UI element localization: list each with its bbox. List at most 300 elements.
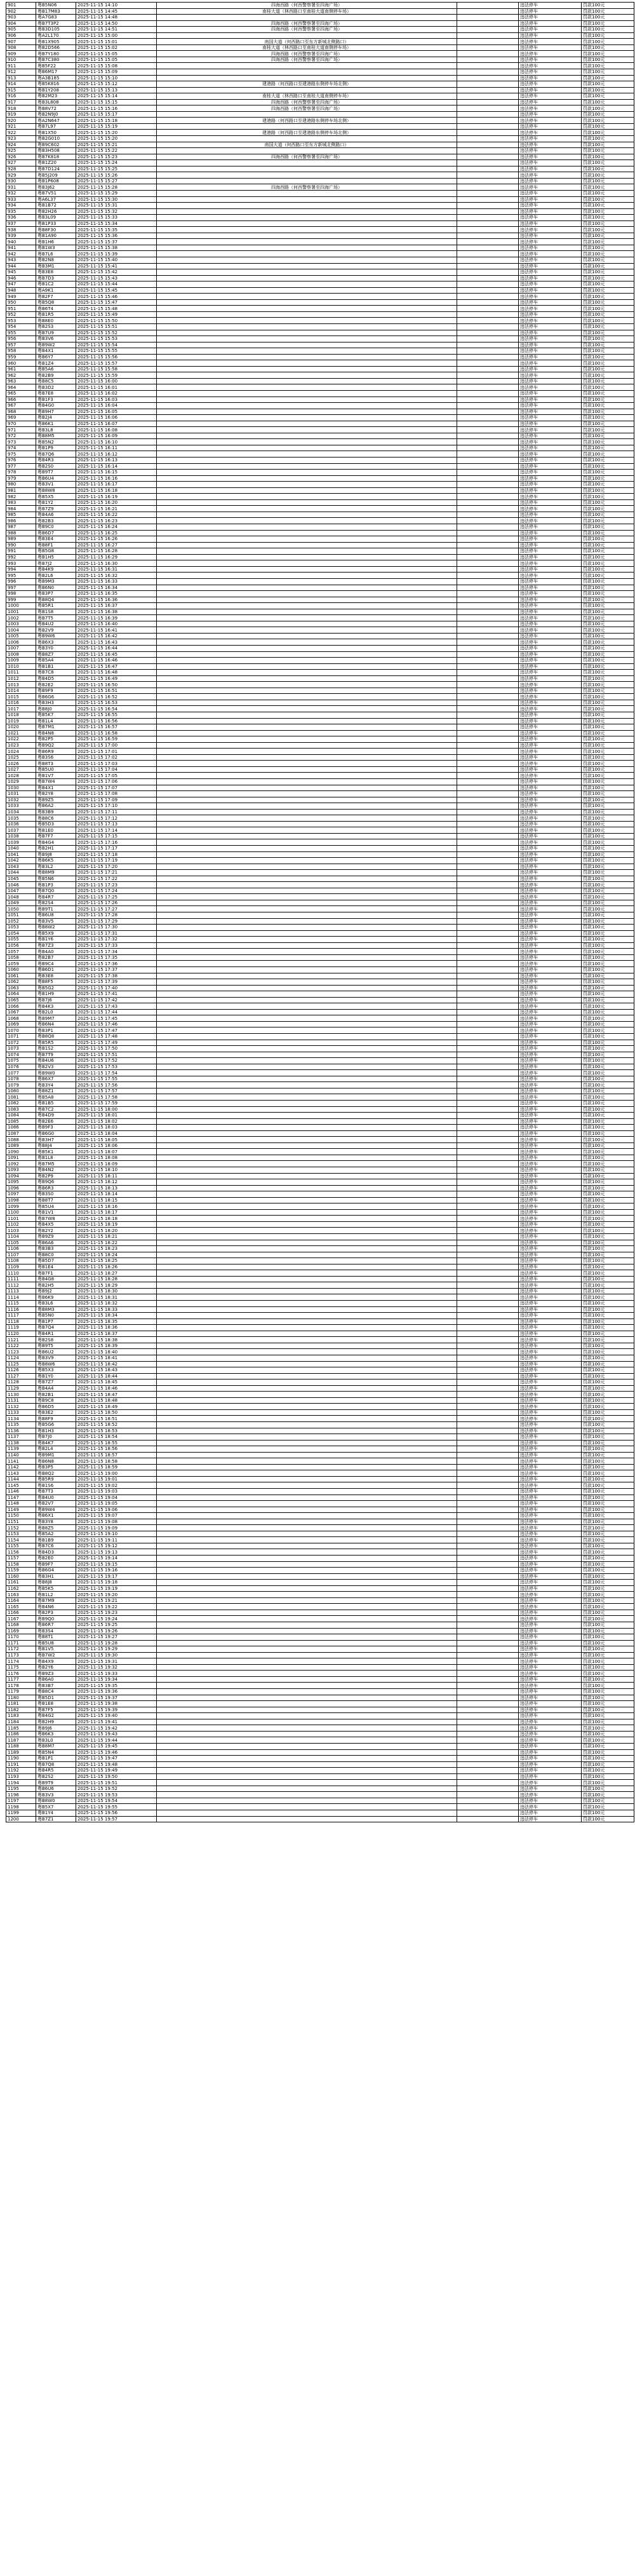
penalty: 罚款100元 bbox=[582, 1252, 634, 1258]
table-row bbox=[6, 918, 634, 925]
blank-cell bbox=[457, 1349, 519, 1355]
blank-cell bbox=[457, 475, 519, 482]
row-number: 1193 bbox=[6, 1773, 36, 1780]
penalty: 罚款100元 bbox=[582, 876, 634, 882]
blank-cell bbox=[457, 591, 519, 597]
penalty: 罚款100元 bbox=[582, 766, 634, 773]
timestamp: 2025-11-15 18:24 bbox=[76, 1252, 157, 1258]
location bbox=[157, 451, 457, 458]
row-number: 1115 bbox=[6, 1301, 36, 1307]
plate-number: 粤B7M5 bbox=[36, 1161, 76, 1167]
timestamp: 2025-11-15 17:37 bbox=[76, 966, 157, 973]
row-number: 1000 bbox=[6, 603, 36, 609]
row-number: 1174 bbox=[6, 1658, 36, 1665]
location bbox=[157, 1646, 457, 1653]
violation-type: 违法停车 bbox=[519, 184, 582, 191]
penalty: 罚款100元 bbox=[582, 985, 634, 991]
location bbox=[157, 366, 457, 372]
violation-type: 违法停车 bbox=[519, 470, 582, 476]
blank-cell bbox=[457, 876, 519, 882]
penalty: 罚款100元 bbox=[582, 839, 634, 846]
row-number: 1113 bbox=[6, 1288, 36, 1294]
penalty: 罚款100元 bbox=[582, 1337, 634, 1343]
penalty: 罚款100元 bbox=[582, 1082, 634, 1088]
location bbox=[157, 494, 457, 500]
timestamp: 2025-11-15 17:41 bbox=[76, 991, 157, 998]
blank-cell bbox=[457, 645, 519, 651]
blank-cell bbox=[457, 1786, 519, 1792]
blank-cell bbox=[457, 615, 519, 621]
row-number: 1182 bbox=[6, 1707, 36, 1713]
location bbox=[157, 1349, 457, 1355]
row-number: 1013 bbox=[6, 682, 36, 688]
timestamp: 2025-11-15 19:25 bbox=[76, 1622, 157, 1629]
plate-number: 粤B7Q4 bbox=[36, 1325, 76, 1331]
penalty: 罚款100元 bbox=[582, 3, 634, 9]
location bbox=[157, 384, 457, 391]
plate-number: 粤B6G6 bbox=[36, 694, 76, 700]
violation-type: 违法停车 bbox=[519, 566, 582, 573]
row-number: 1198 bbox=[6, 1804, 36, 1810]
location bbox=[157, 487, 457, 494]
row-number: 1149 bbox=[6, 1507, 36, 1513]
blank-cell bbox=[457, 621, 519, 627]
location bbox=[157, 694, 457, 700]
violation-type: 违法停车 bbox=[519, 1197, 582, 1203]
plate-number: 粤B6D7 bbox=[36, 530, 76, 536]
blank-cell bbox=[457, 846, 519, 852]
blank-cell bbox=[457, 1179, 519, 1186]
row-number: 999 bbox=[6, 597, 36, 603]
violation-type: 违法停车 bbox=[519, 1409, 582, 1416]
row-number: 976 bbox=[6, 458, 36, 464]
penalty: 罚款100元 bbox=[582, 1149, 634, 1155]
blank-cell bbox=[457, 1367, 519, 1374]
violation-type: 违法停车 bbox=[519, 1464, 582, 1470]
timestamp: 2025-11-15 16:49 bbox=[76, 675, 157, 682]
penalty: 罚款100元 bbox=[582, 603, 634, 609]
violation-type: 违法停车 bbox=[519, 603, 582, 609]
penalty: 罚款100元 bbox=[582, 694, 634, 700]
table-row bbox=[6, 1380, 634, 1386]
row-number: 1179 bbox=[6, 1689, 36, 1695]
blank-cell bbox=[457, 105, 519, 112]
plate-number: 粤B7C380 bbox=[36, 57, 76, 63]
location bbox=[157, 1070, 457, 1076]
timestamp: 2025-11-15 16:29 bbox=[76, 554, 157, 560]
plate-number: 粤B5X5 bbox=[36, 494, 76, 500]
blank-cell bbox=[457, 803, 519, 810]
violation-type: 违法停车 bbox=[519, 906, 582, 912]
penalty: 罚款100元 bbox=[582, 494, 634, 500]
location: 四海西路（何西警察署至四海广场） bbox=[157, 184, 457, 191]
violation-type: 违法停车 bbox=[519, 724, 582, 731]
penalty: 罚款100元 bbox=[582, 1464, 634, 1470]
violation-type: 违法停车 bbox=[519, 1628, 582, 1634]
row-number: 1130 bbox=[6, 1392, 36, 1398]
penalty: 罚款100元 bbox=[582, 1191, 634, 1198]
violation-type: 违法停车 bbox=[519, 172, 582, 179]
violation-type: 违法停车 bbox=[519, 1695, 582, 1701]
blank-cell bbox=[457, 227, 519, 233]
table-row bbox=[6, 1707, 634, 1713]
penalty: 罚款100元 bbox=[582, 1397, 634, 1404]
penalty: 罚款100元 bbox=[582, 1537, 634, 1543]
penalty: 罚款100元 bbox=[582, 597, 634, 603]
location: 四海西路（何西警察署至四海广场） bbox=[157, 3, 457, 9]
violation-type: 违法停车 bbox=[519, 506, 582, 512]
timestamp: 2025-11-15 16:19 bbox=[76, 494, 157, 500]
timestamp: 2025-11-15 19:49 bbox=[76, 1768, 157, 1774]
row-number: 1164 bbox=[6, 1597, 36, 1604]
table-row bbox=[6, 15, 634, 21]
table-row bbox=[6, 900, 634, 906]
violation-type: 违法停车 bbox=[519, 1725, 582, 1732]
table-row bbox=[6, 263, 634, 269]
table-row bbox=[6, 433, 634, 439]
violation-type: 违法停车 bbox=[519, 1537, 582, 1543]
blank-cell bbox=[457, 336, 519, 342]
plate-number: 粤B3B3 bbox=[36, 1246, 76, 1252]
timestamp: 2025-11-15 17:33 bbox=[76, 942, 157, 949]
plate-number: 粤B8F5 bbox=[36, 979, 76, 986]
blank-cell bbox=[457, 299, 519, 306]
timestamp: 2025-11-15 16:38 bbox=[76, 609, 157, 615]
table-row bbox=[6, 645, 634, 651]
row-number: 930 bbox=[6, 178, 36, 184]
table-row bbox=[6, 888, 634, 894]
violation-type: 违法停车 bbox=[519, 366, 582, 372]
location bbox=[157, 1695, 457, 1701]
row-number: 975 bbox=[6, 451, 36, 458]
row-number: 927 bbox=[6, 160, 36, 166]
violation-type: 违法停车 bbox=[519, 1385, 582, 1392]
violation-type: 违法停车 bbox=[519, 330, 582, 336]
row-number: 939 bbox=[6, 233, 36, 239]
violation-type: 违法停车 bbox=[519, 797, 582, 803]
row-number: 904 bbox=[6, 20, 36, 27]
location bbox=[157, 63, 457, 69]
blank-cell bbox=[457, 1040, 519, 1046]
table-row bbox=[6, 1173, 634, 1179]
table-row bbox=[6, 1003, 634, 1010]
location bbox=[157, 482, 457, 488]
row-number: 1143 bbox=[6, 1470, 36, 1477]
blank-cell bbox=[457, 1343, 519, 1349]
plate-number: 粤B8F9 bbox=[36, 1416, 76, 1422]
location bbox=[157, 1488, 457, 1495]
timestamp: 2025-11-15 15:05 bbox=[76, 57, 157, 63]
table-row bbox=[6, 1021, 634, 1027]
table-row bbox=[6, 458, 634, 464]
plate-number: 粤B8C0 bbox=[36, 1252, 76, 1258]
row-number: 1088 bbox=[6, 1137, 36, 1143]
location bbox=[157, 245, 457, 251]
blank-cell bbox=[457, 1088, 519, 1094]
table-row bbox=[6, 166, 634, 172]
timestamp: 2025-11-15 18:12 bbox=[76, 1179, 157, 1186]
penalty: 罚款100元 bbox=[582, 1773, 634, 1780]
timestamp: 2025-11-15 16:54 bbox=[76, 706, 157, 712]
penalty: 罚款100元 bbox=[582, 1288, 634, 1294]
location bbox=[157, 578, 457, 585]
plate-number: 粤B6X7 bbox=[36, 1076, 76, 1082]
row-number: 937 bbox=[6, 220, 36, 227]
blank-cell bbox=[457, 633, 519, 639]
row-number: 1181 bbox=[6, 1701, 36, 1707]
timestamp: 2025-11-15 19:18 bbox=[76, 1580, 157, 1586]
penalty: 罚款100元 bbox=[582, 1027, 634, 1034]
timestamp: 2025-11-15 16:55 bbox=[76, 712, 157, 718]
timestamp: 2025-11-15 15:15 bbox=[76, 99, 157, 105]
table-row bbox=[6, 797, 634, 803]
penalty: 罚款100元 bbox=[582, 1228, 634, 1234]
row-number: 934 bbox=[6, 203, 36, 209]
timestamp: 2025-11-15 16:23 bbox=[76, 518, 157, 524]
violation-type: 违法停车 bbox=[519, 615, 582, 621]
timestamp: 2025-11-15 16:45 bbox=[76, 651, 157, 658]
blank-cell bbox=[457, 1592, 519, 1598]
plate-number: 粤B1Z4 bbox=[36, 360, 76, 367]
blank-cell bbox=[457, 1106, 519, 1113]
row-number: 1093 bbox=[6, 1167, 36, 1174]
blank-cell bbox=[457, 1167, 519, 1174]
timestamp: 2025-11-15 16:06 bbox=[76, 415, 157, 421]
blank-cell bbox=[457, 63, 519, 69]
blank-cell bbox=[457, 1203, 519, 1210]
violation-type: 违法停车 bbox=[519, 961, 582, 967]
table-row bbox=[6, 1155, 634, 1161]
table-row bbox=[6, 597, 634, 603]
table-row bbox=[6, 184, 634, 191]
table-row bbox=[6, 269, 634, 276]
table-row bbox=[6, 1046, 634, 1052]
violation-type: 违法停车 bbox=[519, 1137, 582, 1143]
blank-cell bbox=[457, 1142, 519, 1149]
location bbox=[157, 1282, 457, 1289]
location bbox=[157, 1416, 457, 1422]
row-number: 962 bbox=[6, 372, 36, 379]
table-row bbox=[6, 342, 634, 348]
location bbox=[157, 275, 457, 281]
blank-cell bbox=[457, 269, 519, 276]
timestamp: 2025-11-15 19:08 bbox=[76, 1519, 157, 1525]
plate-number: 粤B9J8 bbox=[36, 851, 76, 858]
location bbox=[157, 1179, 457, 1186]
location bbox=[157, 1046, 457, 1052]
violation-type: 违法停车 bbox=[519, 1185, 582, 1191]
row-number: 1086 bbox=[6, 1125, 36, 1131]
location bbox=[157, 949, 457, 955]
location bbox=[157, 1216, 457, 1222]
location bbox=[157, 803, 457, 810]
blank-cell bbox=[457, 27, 519, 33]
penalty: 罚款100元 bbox=[582, 354, 634, 360]
location bbox=[157, 1507, 457, 1513]
table-row bbox=[6, 1130, 634, 1137]
location bbox=[157, 15, 457, 21]
location bbox=[157, 1440, 457, 1446]
violation-type: 违法停车 bbox=[519, 997, 582, 1003]
timestamp: 2025-11-15 17:40 bbox=[76, 985, 157, 991]
violation-type: 违法停车 bbox=[519, 105, 582, 112]
table-row bbox=[6, 1573, 634, 1580]
plate-number: 粤B8W2 bbox=[36, 925, 76, 931]
plate-number: 粤B4D9 bbox=[36, 1113, 76, 1119]
violation-type: 违法停车 bbox=[519, 44, 582, 51]
location bbox=[157, 1476, 457, 1482]
table-row bbox=[6, 1580, 634, 1586]
location bbox=[157, 409, 457, 415]
plate-number: 粤B1P9 bbox=[36, 445, 76, 451]
location bbox=[157, 1434, 457, 1441]
location bbox=[157, 1240, 457, 1246]
plate-number: 粤B4K3 bbox=[36, 1003, 76, 1010]
row-number: 1161 bbox=[6, 1580, 36, 1586]
violation-type: 违法停车 bbox=[519, 1221, 582, 1228]
timestamp: 2025-11-15 17:34 bbox=[76, 949, 157, 955]
violation-type: 违法停车 bbox=[519, 736, 582, 743]
row-number: 1122 bbox=[6, 1343, 36, 1349]
row-number: 1039 bbox=[6, 839, 36, 846]
plate-number: 粤B2Y8 bbox=[36, 791, 76, 797]
table-row bbox=[6, 1319, 634, 1325]
table-row bbox=[6, 142, 634, 148]
row-number: 996 bbox=[6, 578, 36, 585]
penalty: 罚款100元 bbox=[582, 1246, 634, 1252]
timestamp: 2025-11-15 16:37 bbox=[76, 603, 157, 609]
location bbox=[157, 1197, 457, 1203]
timestamp: 2025-11-15 15:08 bbox=[76, 63, 157, 69]
plate-number: 粤B1R5 bbox=[36, 311, 76, 318]
table-row bbox=[6, 682, 634, 688]
plate-number: 粤B7D124 bbox=[36, 166, 76, 172]
penalty: 罚款100元 bbox=[582, 123, 634, 130]
blank-cell bbox=[457, 639, 519, 646]
timestamp: 2025-11-15 19:19 bbox=[76, 1585, 157, 1592]
penalty: 罚款100元 bbox=[582, 1507, 634, 1513]
row-number: 924 bbox=[6, 142, 36, 148]
plate-number: 粤B5K5 bbox=[36, 1585, 76, 1592]
blank-cell bbox=[457, 1282, 519, 1289]
table-row bbox=[6, 130, 634, 136]
timestamp: 2025-11-15 17:51 bbox=[76, 1052, 157, 1058]
table-row bbox=[6, 475, 634, 482]
row-number: 1166 bbox=[6, 1610, 36, 1616]
timestamp: 2025-11-15 17:49 bbox=[76, 1040, 157, 1046]
plate-number: 粤B8Z5 bbox=[36, 1525, 76, 1531]
timestamp: 2025-11-15 16:11 bbox=[76, 445, 157, 451]
row-number: 1034 bbox=[6, 809, 36, 815]
location bbox=[157, 912, 457, 919]
location bbox=[157, 1597, 457, 1604]
violation-type: 违法停车 bbox=[519, 451, 582, 458]
timestamp: 2025-11-15 17:01 bbox=[76, 749, 157, 755]
timestamp: 2025-11-15 17:47 bbox=[76, 1027, 157, 1034]
table-row bbox=[6, 761, 634, 767]
blank-cell bbox=[457, 1513, 519, 1519]
location bbox=[157, 761, 457, 767]
plate-number: 粤B2L4 bbox=[36, 1446, 76, 1453]
blank-cell bbox=[457, 1228, 519, 1234]
plate-number: 粤B3P5 bbox=[36, 1464, 76, 1470]
penalty: 罚款100元 bbox=[582, 184, 634, 191]
blank-cell bbox=[457, 566, 519, 573]
timestamp: 2025-11-15 17:30 bbox=[76, 925, 157, 931]
penalty: 罚款100元 bbox=[582, 906, 634, 912]
timestamp: 2025-11-15 16:47 bbox=[76, 663, 157, 670]
timestamp: 2025-11-15 16:40 bbox=[76, 621, 157, 627]
blank-cell bbox=[457, 597, 519, 603]
violation-type: 违法停车 bbox=[519, 833, 582, 839]
location bbox=[157, 1118, 457, 1125]
timestamp: 2025-11-15 18:26 bbox=[76, 1264, 157, 1270]
timestamp: 2025-11-15 19:55 bbox=[76, 1804, 157, 1810]
penalty: 罚款100元 bbox=[582, 245, 634, 251]
table-row bbox=[6, 227, 634, 233]
location bbox=[157, 1616, 457, 1622]
violation-type: 违法停车 bbox=[519, 512, 582, 518]
penalty: 罚款100元 bbox=[582, 506, 634, 512]
location bbox=[157, 1610, 457, 1616]
table-row bbox=[6, 718, 634, 724]
plate-number: 粤B2P9 bbox=[36, 1173, 76, 1179]
table-row bbox=[6, 506, 634, 512]
violation-type: 违法停车 bbox=[519, 1015, 582, 1022]
timestamp: 2025-11-15 18:36 bbox=[76, 1325, 157, 1331]
location bbox=[157, 294, 457, 300]
penalty: 罚款100元 bbox=[582, 1306, 634, 1313]
blank-cell bbox=[457, 415, 519, 421]
blank-cell bbox=[457, 542, 519, 548]
violation-type: 违法停车 bbox=[519, 846, 582, 852]
timestamp: 2025-11-15 16:08 bbox=[76, 427, 157, 433]
penalty: 罚款100元 bbox=[582, 263, 634, 269]
plate-number: 粤B6N0 bbox=[36, 585, 76, 591]
table-row bbox=[6, 1537, 634, 1543]
plate-number: 粤B3E2 bbox=[36, 1409, 76, 1416]
plate-number: 粤B1Y6 bbox=[36, 937, 76, 943]
row-number: 1190 bbox=[6, 1756, 36, 1762]
penalty: 罚款100元 bbox=[582, 1749, 634, 1756]
row-number: 1068 bbox=[6, 1015, 36, 1022]
location bbox=[157, 925, 457, 931]
violation-type: 违法停车 bbox=[519, 1671, 582, 1677]
penalty: 罚款100元 bbox=[582, 366, 634, 372]
timestamp: 2025-11-15 17:08 bbox=[76, 791, 157, 797]
row-number: 969 bbox=[6, 415, 36, 421]
location bbox=[157, 1707, 457, 1713]
location bbox=[157, 463, 457, 470]
row-number: 1053 bbox=[6, 925, 36, 931]
timestamp: 2025-11-15 18:13 bbox=[76, 1185, 157, 1191]
penalty: 罚款100元 bbox=[582, 458, 634, 464]
location bbox=[157, 1003, 457, 1010]
penalty: 罚款100元 bbox=[582, 51, 634, 57]
penalty: 罚款100元 bbox=[582, 1798, 634, 1804]
location bbox=[157, 918, 457, 925]
blank-cell bbox=[457, 342, 519, 348]
timestamp: 2025-11-15 17:14 bbox=[76, 827, 157, 834]
row-number: 901 bbox=[6, 3, 36, 9]
row-number: 1163 bbox=[6, 1592, 36, 1598]
location bbox=[157, 87, 457, 93]
row-number: 1175 bbox=[6, 1664, 36, 1671]
penalty: 罚款100元 bbox=[582, 797, 634, 803]
table-row bbox=[6, 542, 634, 548]
penalty: 罚款100元 bbox=[582, 1525, 634, 1531]
timestamp: 2025-11-15 19:32 bbox=[76, 1664, 157, 1671]
